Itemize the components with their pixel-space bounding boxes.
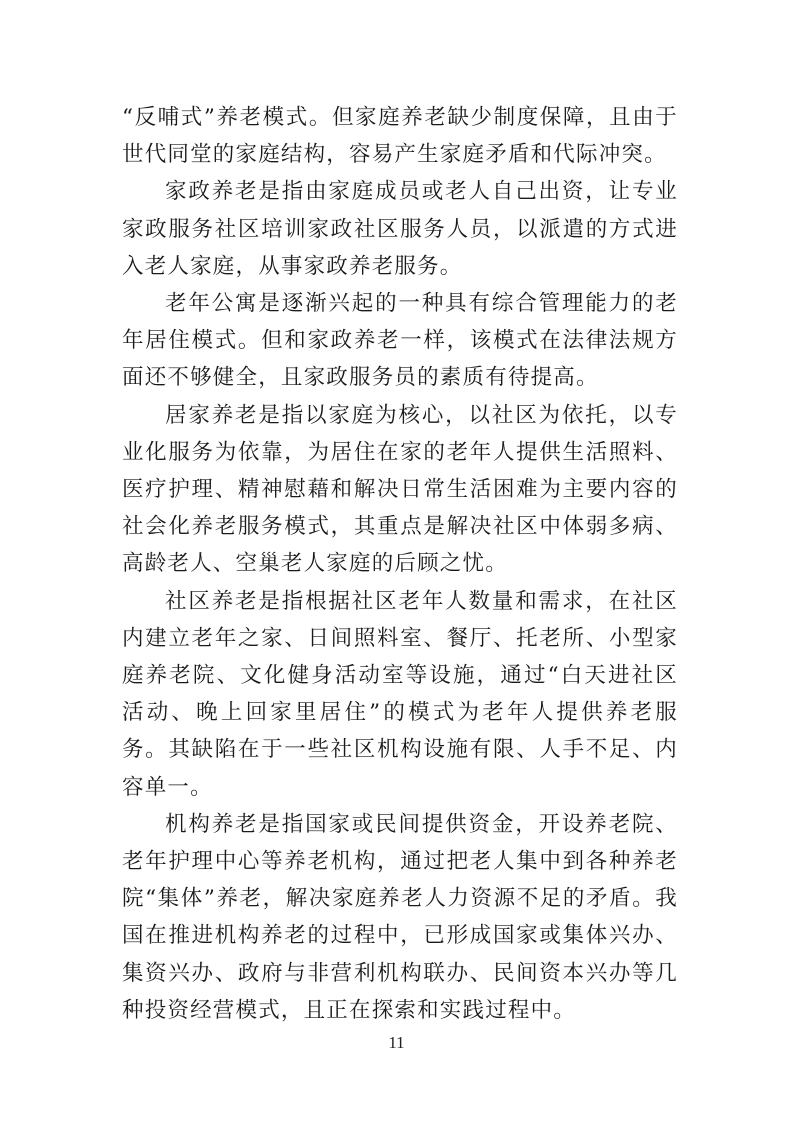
paragraph-senior-apartment: 老年公寓是逐渐兴起的一种具有综合管理能力的老年居住模式。但和家政养老一样，该模式在法律法规方面还不够健全，且家政服务员的素质有待提高。 <box>122 291 678 391</box>
page-number: 11 <box>388 1033 405 1052</box>
paragraph-home-based-care: 居家养老是指以家庭为核心，以社区为依托，以专业化服务为依靠，为居住在家的老年人提供生活照料、医疗护理、精神慰藉和解决日常生活困难为主要内容的社会化养老服务模式，其重点是解决社区中体弱多病、高龄老人、空巢老人家庭的后顾之忧。 <box>122 402 678 577</box>
paragraph-institutional-care: 机构养老是指国家或民间提供资金，开设养老院、老年护理中心等养老机构，通过把老人集中到各种养老院“集体”养老，解决家庭养老人力资源不足的矛盾。我国在推进机构养老的过程中，已形成国家或集体兴办、集资兴办、政府与非营利机构联办、民间资本兴办等几种投资经营模式，且正在探索和实践过程中。 <box>122 811 678 1023</box>
paragraph-continued: “反哺式”养老模式。但家庭养老缺少制度保障，且由于世代同堂的家庭结构，容易产生家庭矛盾和代际冲突。 <box>122 105 678 168</box>
paragraph-community-care: 社区养老是指根据社区老年人数量和需求，在社区内建立老年之家、日间照料室、餐厅、托老所、小型家庭养老院、文化健身活动室等设施，通过“白天进社区活动、晚上回家里居住”的模式为老年人提供养老服务。其缺陷在于一些社区机构设施有限、人手不足、内容单一。 <box>122 588 678 800</box>
body-text <box>122 99 678 1029</box>
paragraph-home-service-care: 家政养老是指由家庭成员或老人自己出资，让专业家政服务社区培训家政社区服务人员，以派遣的方式进入老人家庭，从事家政养老服务。 <box>122 179 678 279</box>
